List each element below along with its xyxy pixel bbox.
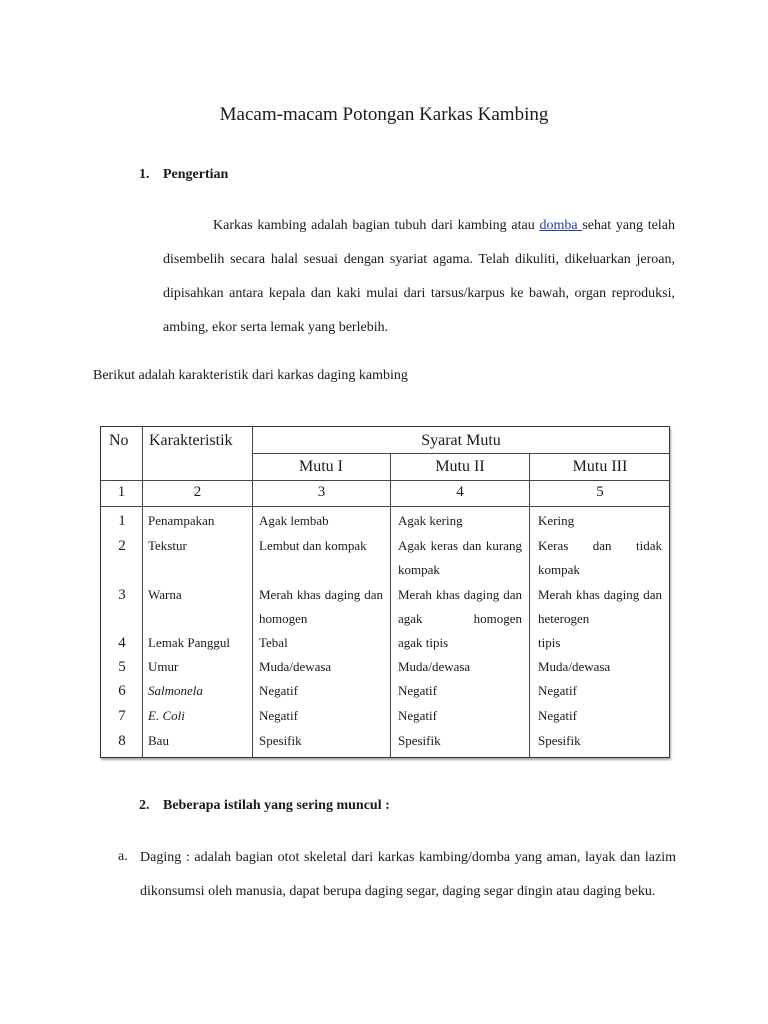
row-mutu-1: Agak lembab xyxy=(259,513,329,528)
row-mutu-3: Spesifik xyxy=(538,733,581,748)
row-number: 7 xyxy=(118,708,126,724)
row-characteristic: E. Coli xyxy=(148,708,185,723)
row-mutu-3: Kering xyxy=(538,513,575,528)
row-mutu-3: tipis xyxy=(538,635,561,650)
header-syarat-mutu: Syarat Mutu xyxy=(421,432,501,449)
row-characteristic: Penampakan xyxy=(148,513,215,528)
row-number: 2 xyxy=(118,538,126,554)
row-mutu-1: Negatif xyxy=(259,708,298,723)
header-karakteristik: Karakteristik xyxy=(149,432,233,449)
row-mutu-1: Lembut dan kompak xyxy=(259,538,367,553)
section-number: 2. xyxy=(139,798,150,813)
row-mutu-2: agak tipis xyxy=(398,635,449,650)
row-number: 1 xyxy=(118,513,126,529)
row-number: 3 xyxy=(118,587,126,603)
col-number: 2 xyxy=(193,484,202,500)
row-mutu-3: Merah khas daging dan heterogen xyxy=(538,587,662,626)
row-mutu-2: Merah khas daging dan agak homogen xyxy=(398,587,522,626)
table-intro-text: Berikut adalah karakteristik dari karkas daging kambing xyxy=(93,368,408,383)
row-mutu-1: Spesifik xyxy=(259,733,302,748)
header-mutu-1: Mutu I xyxy=(299,458,343,475)
row-characteristic: Bau xyxy=(148,733,169,748)
header-mutu-3: Mutu III xyxy=(572,458,628,475)
paragraph-text-start: Karkas kambing adalah bagian tubuh dari kambing atau xyxy=(213,218,540,233)
header-no: No xyxy=(109,432,129,449)
row-mutu-2: Agak kering xyxy=(398,513,463,528)
paragraph-text-end: sehat yang telah disembelih secara halal sesuai dengan syariat agama. Telah dikuliti, dikeluarkan jeroan, dipisahkan antara kepala dan kaki mulai dari tarsus/karpus ke bawah, organ reproduksi, ambing, ekor serta lemak yang berlebih. xyxy=(163,218,675,335)
section-heading-2 xyxy=(139,798,390,814)
row-characteristic: Lemak Panggul xyxy=(148,635,230,650)
row-mutu-1: Muda/dewasa xyxy=(259,659,332,674)
row-number: 8 xyxy=(118,733,126,749)
row-mutu-1: Negatif xyxy=(259,683,298,698)
row-mutu-1: Tebal xyxy=(259,635,288,650)
row-mutu-2: Agak keras dan kurang kompak xyxy=(398,538,522,577)
row-mutu-2: Spesifik xyxy=(398,733,441,748)
row-number: 4 xyxy=(118,635,126,651)
col-number: 5 xyxy=(596,484,604,500)
list-item-text: Daging : adalah bagian otot skeletal dari karkas kambing/domba yang aman, layak dan lazim dikonsumsi oleh manusia, dapat berupa daging segar, daging segar dingin atau daging beku. xyxy=(140,850,676,899)
list-marker: a. xyxy=(118,849,128,864)
row-number: 6 xyxy=(118,683,126,699)
row-number: 5 xyxy=(118,659,126,675)
quality-table xyxy=(100,426,670,758)
col-number: 4 xyxy=(456,484,464,500)
header-mutu-2: Mutu II xyxy=(435,458,485,475)
row-mutu-3: Negatif xyxy=(538,708,577,723)
row-mutu-3: Negatif xyxy=(538,683,577,698)
section-title: Pengertian xyxy=(163,167,229,182)
section-title: Beberapa istilah yang sering muncul : xyxy=(163,798,390,813)
col-number: 3 xyxy=(317,484,326,500)
domba-link[interactable]: domba xyxy=(539,218,583,233)
definition-paragraph xyxy=(163,209,675,345)
row-characteristic: Umur xyxy=(148,659,179,674)
row-characteristic: Salmonela xyxy=(148,683,203,698)
row-mutu-2: Negatif xyxy=(398,683,437,698)
row-mutu-2: Negatif xyxy=(398,708,437,723)
row-mutu-3: Muda/dewasa xyxy=(538,659,611,674)
row-characteristic: Tekstur xyxy=(148,538,187,553)
row-mutu-3: Keras dan tidak kompak xyxy=(538,538,662,577)
row-mutu-1: Merah khas daging dan homogen xyxy=(259,587,383,626)
section-heading-1 xyxy=(139,167,228,183)
section-number: 1. xyxy=(139,167,150,182)
document-title: Macam-macam Potongan Karkas Kambing xyxy=(219,104,549,125)
row-mutu-2: Muda/dewasa xyxy=(398,659,471,674)
col-number: 1 xyxy=(117,484,126,500)
row-characteristic: Warna xyxy=(148,587,182,602)
